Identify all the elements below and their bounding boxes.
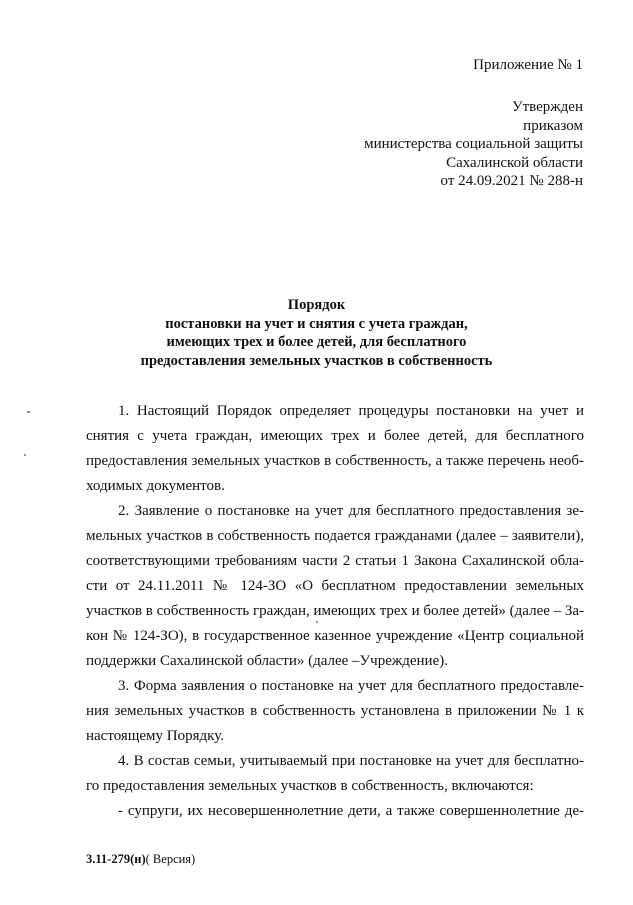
paragraph-3-line: 3. Форма заявления о постановке на учет для бесплатного предоставле-	[118, 678, 584, 694]
title-line: предоставления земельных участков в собственность	[140, 352, 493, 369]
paragraph-1-line: предоставления земельных участков в собственность, а также перечень необ-	[86, 453, 584, 469]
paragraph-2-line: сти от 24.11.2011 № 124-ЗО «О бесплатном предоставлении земельных	[86, 578, 584, 594]
paragraph-3-line: настоящему Порядку.	[86, 728, 224, 744]
title-line: постановки на учет и снятия с учета граждан,	[165, 315, 468, 332]
approval-line: министерства социальной защиты	[364, 136, 583, 152]
paragraph-3-line: ния земельных участков в собственность установлена в приложении № 1 к	[86, 703, 584, 719]
paragraph-1-line: 1. Настоящий Порядок определяет процедуры постановки на учет и	[118, 403, 584, 419]
paragraph-2-line: мельных участков в собственность подается гражданами (далее – заявители),	[86, 528, 584, 544]
document-body	[86, 399, 584, 824]
scan-speck	[24, 454, 26, 456]
scan-speck	[316, 621, 318, 623]
paragraph-1-line: снятия с учета граждан, имеющих трех и более детей, для бесплатного	[86, 428, 584, 444]
approval-line: Сахалинской области	[446, 154, 583, 171]
document-code: 3.11-279(н)	[86, 852, 146, 866]
title-line: имеющих трех и более детей, для бесплатного	[166, 334, 467, 350]
document-footer	[86, 851, 195, 867]
paragraph-2-line: участков в собственность граждан, имеющих трех и более детей» (далее – За-	[86, 603, 584, 619]
document-version: ( Версия)	[145, 852, 196, 866]
paragraph-2-line: соответствующими требованиям части 2 статьи 1 Закона Сахалинской обла-	[86, 553, 584, 569]
paragraph-2-line: 2. Заявление о постановке на учет для бесплатного предоставления зе-	[118, 503, 584, 519]
document-title	[0, 296, 633, 370]
title-line: Порядок	[287, 297, 346, 313]
paragraph-1-line: ходимых документов.	[86, 478, 225, 494]
list-item-line: - супруги, их несовершеннолетние дети, а также совершеннолетние де-	[118, 803, 584, 819]
paragraph-2-line: кон № 124-ЗО), в государственное казенное учреждение «Центр социальной	[86, 628, 584, 644]
paragraph-4-line: 4. В состав семьи, учитываемый при постановке на учет для бесплатно-	[118, 753, 584, 769]
scan-speck	[27, 411, 30, 413]
approval-line: Утвержден	[511, 99, 583, 115]
approval-block	[364, 98, 583, 191]
approval-line: приказом	[523, 117, 583, 134]
appendix-label: Приложение № 1	[473, 57, 583, 73]
paragraph-4-line: го предоставления земельных участков в собственность, включаются:	[86, 778, 534, 794]
approval-line: от 24.09.2021 № 288-н	[440, 173, 583, 189]
paragraph-2-line: поддержки Сахалинской области» (далее –Учреждение).	[86, 653, 448, 669]
